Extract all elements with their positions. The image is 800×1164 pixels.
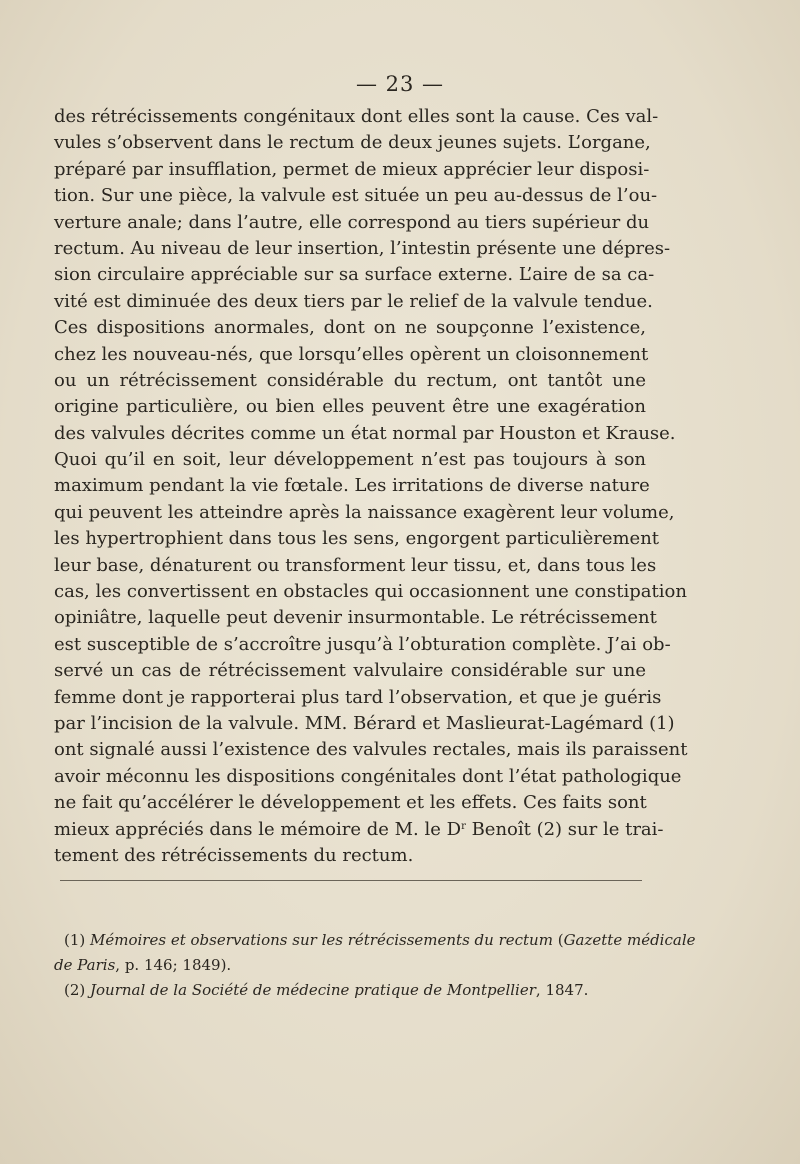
text-line: par l’incision de la valvule. MM. Bérard et Maslieurat-Lagémard (1) [54, 712, 675, 734]
text-line: est susceptible de s’accroître jusqu’à l’obturation complète. J’ai ob- [54, 633, 671, 655]
text-line: préparé par insufflation, permet de mieux apprécier leur disposi- [54, 158, 650, 180]
footnote-citation: , 1847. [535, 981, 589, 999]
text-line: vité est diminuée des deux tiers par le relief de la valvule tendue. [54, 290, 653, 312]
superscript: r [461, 820, 466, 832]
text-line: des valvules décrites comme un état normal par Houston et Krause. [54, 422, 676, 444]
text-line: femme dont je rapporterai plus tard l’observation, et que je guéris [54, 686, 662, 708]
text-line: avoir méconnu les dispositions congénitales dont l’état pathologique [54, 765, 682, 787]
text-line: tion. Sur une pièce, la valvule est située un peu au-dessus de l’ou- [54, 185, 658, 207]
text-line: ou un rétrécissement considérable du rectum, ont tantôt une [54, 369, 646, 391]
text-line: chez les nouveau-nés, que lorsqu’elles opèrent un cloisonnement [54, 343, 649, 365]
text-line: Ces dispositions anormales, dont on ne soupçonne l’existence, [54, 317, 646, 339]
body-text [54, 104, 688, 869]
text-line: cas, les convertissent en obstacles qui occasionnent une constipation [54, 581, 687, 603]
text-line: maximum pendant la vie fœtale. Les irritations de diverse nature [54, 475, 650, 497]
footnote-1-continued [54, 953, 654, 978]
footnote-paren: ( [552, 931, 564, 949]
text-line: Quoi qu’il en soit, leur développement n’est pas toujours à son [54, 449, 646, 471]
text-line: verture anale; dans l’autre, elle correspond au tiers supérieur du [54, 211, 650, 233]
text-line: origine particulière, ou bien elles peuvent être une exagération [54, 396, 646, 418]
footnote-number: (1) [64, 931, 91, 949]
text-line: tement des rétrécissements du rectum. [54, 844, 414, 866]
text-line: rectum. Au niveau de leur insertion, l’intestin présente une dépres- [54, 237, 671, 259]
footnote-divider [60, 880, 642, 881]
text-segment: Benoît (2) sur le trai- [465, 818, 664, 840]
footnote-title: Mémoires et observations sur les rétrécissements du rectum [90, 931, 553, 949]
text-line: leur base, dénaturent ou transforment leur tissu, et, dans tous les [54, 554, 657, 576]
text-line: ont signalé aussi l’existence des valvules rectales, mais ils paraissent [54, 739, 688, 761]
page-number: — 23 — [355, 72, 445, 96]
text-segment: mieux appréciés dans le mémoire de M. le D [54, 818, 462, 840]
text-line [54, 817, 664, 843]
text-line: des rétrécissements congénitaux dont elles sont la cause. Ces val- [54, 106, 659, 127]
text-line: sion circulaire appréciable sur sa surface externe. L’aire de sa ca- [54, 264, 655, 286]
footnote-journal: de Paris [54, 956, 116, 974]
footnote-2 [54, 978, 654, 1003]
footnote-journal: Gazette médicale [563, 931, 696, 949]
text-line: qui peuvent les atteindre après la naissance exagèrent leur volume, [54, 501, 675, 523]
footnote-citation: , p. 146; 1849). [115, 956, 232, 974]
text-line: opiniâtre, laquelle peut devenir insurmontable. Le rétrécissement [54, 607, 657, 629]
footnote-number: (2) [64, 981, 91, 999]
footnote-1 [54, 928, 696, 953]
text-line: servé un cas de rétrécissement valvulaire considérable sur une [54, 660, 646, 682]
footnotes [54, 928, 696, 1003]
text-line: vules s’observent dans le rectum de deux jeunes sujets. L’organe, [54, 132, 651, 154]
footnote-journal: Journal de la Société de médecine pratique de Montpellier [90, 981, 536, 999]
text-line: ne fait qu’accélérer le développement et les effets. Ces faits sont [54, 792, 647, 814]
text-line: les hypertrophient dans tous les sens, engorgent particulièrement [54, 528, 660, 550]
